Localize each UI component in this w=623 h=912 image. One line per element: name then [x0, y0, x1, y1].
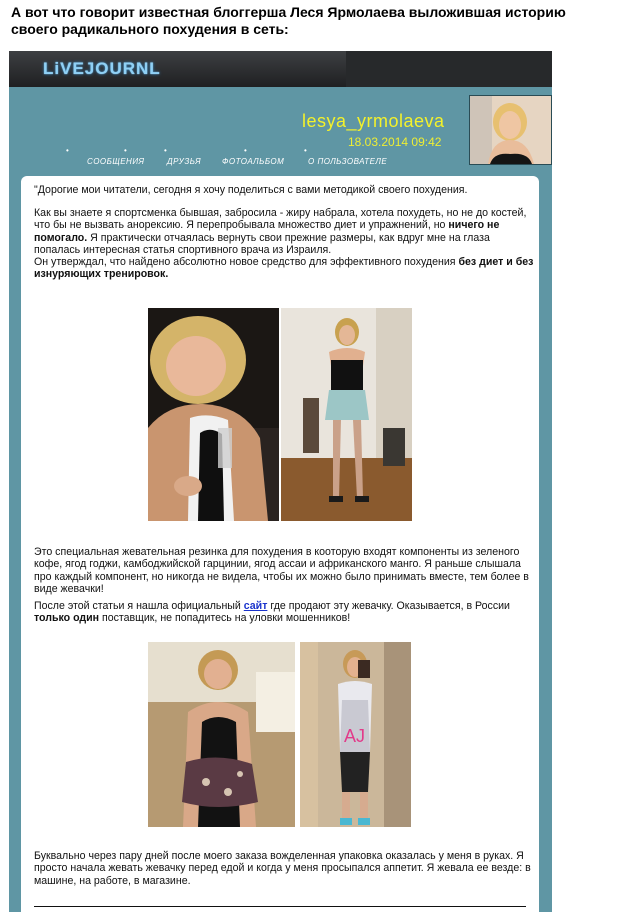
topbar-right-panel [346, 51, 552, 87]
before-photo-2-image [281, 308, 412, 521]
post-bold-text: ничего не помогало. [34, 219, 500, 244]
post-text: Он утверждал, что найдено абсолютно новое средство для эффективного похудения [34, 256, 459, 269]
post-paragraph-intro: "Дорогие мои читатели, сегодня я хочу поделиться с вами методикой своего похудения. [34, 184, 468, 196]
post-text: поставщик, не попадитесь на уловки мошенников! [99, 612, 351, 625]
post-bold-text: без диет и без изнуряющих тренировок. [34, 256, 534, 281]
before-photo-3-image [148, 642, 295, 827]
post-paragraph-gum: Это специальная жевательная резинка для похудения в кооторую входят компоненты из зеленого кофе, ягод годжи, камбоджийской гарцинии, ягод ассаи и африканского манго. Я раньше слышала про каждый компонент, но никогда не видела, чтобы их можно было принимать вместе, тем более в виде жевачки! [34, 546, 529, 595]
post-date: 18.03.2014 09:42 [348, 135, 442, 149]
post-text: После этой статьи я нашла официальный [34, 600, 244, 612]
avatar-photo [470, 96, 551, 164]
shirt-letter-graphic: AJ [344, 726, 366, 746]
post-paragraph-story [34, 207, 534, 281]
nav-link-photoalbum[interactable]: ФОТОАЛЬБОМ [222, 157, 285, 166]
post-text: Как вы знаете я спортсменка бывшая, забросила - жиру набрала, хотела похудеть, но не до костей, что бы не вызвать анорексию. Я перепробывала множество диет и упражнений, но [34, 207, 527, 232]
livejournal-post-frame [9, 51, 552, 912]
nav-dot: • [124, 146, 127, 155]
post-content [21, 176, 539, 912]
before-photo-4 [300, 642, 411, 827]
livejournal-logo[interactable]: LiVEJOURNL [43, 59, 161, 78]
post-paragraph-site [34, 600, 534, 625]
user-avatar[interactable] [469, 95, 552, 165]
nav-link-messages[interactable]: СООБЩЕНИЯ [87, 157, 145, 166]
nav-dot: • [304, 146, 307, 155]
post-bold-text: только один [34, 612, 100, 625]
nav-link-friends[interactable]: ДРУЗЬЯ [167, 157, 202, 166]
before-photo-2 [281, 308, 412, 521]
post-text: где продают эту жевачку. Оказывается, в России [267, 600, 510, 612]
livejournal-nav [60, 146, 400, 166]
nav-dot: • [244, 146, 247, 155]
before-photo-1 [148, 308, 279, 521]
before-photo-3 [148, 642, 295, 827]
nav-link-about-user[interactable]: О ПОЛЬЗОВАТЕЛЕ [308, 157, 388, 166]
post-text: Я практически отчаялась вернуть свои прежние размеры, как вдруг мне на глаза попалась интересная статья спортивного врача из Израиля. [34, 231, 490, 256]
post-divider [34, 906, 526, 907]
blog-username[interactable]: lesya_yrmolaeva [302, 111, 445, 131]
before-photo-4-image [300, 642, 411, 827]
before-photo-1-image [148, 308, 279, 521]
post-paragraph-result: Буквально через пару дней после моего заказа вожделенная упаковка оказалась у меня в руках. Я просто начала жевать жевачку перед едой и когда у меня просыпался аппетит. Я жевала ее везде: в машине, на работе, в магазине. [34, 850, 531, 887]
page-headline: А вот что говорит известная блоггерша Леся Ярмолаева выложившая историю своего радикального похудения в сеть: [11, 4, 566, 37]
nav-dot: • [164, 146, 167, 155]
livejournal-topbar [9, 51, 552, 87]
nav-dot: • [66, 146, 69, 155]
site-link[interactable]: сайт [243, 600, 268, 612]
